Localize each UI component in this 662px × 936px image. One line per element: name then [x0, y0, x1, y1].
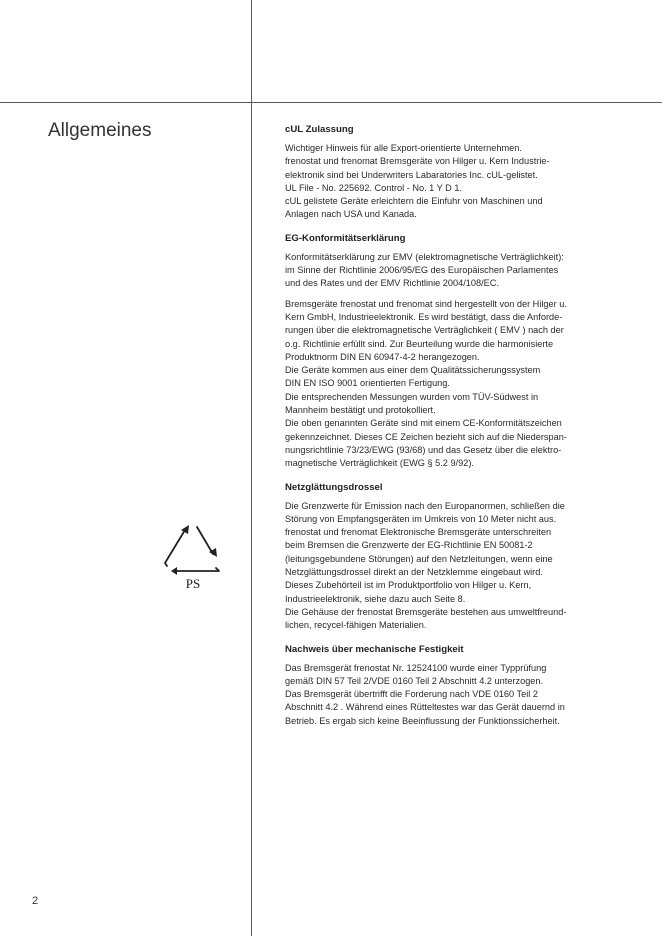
text-line: magnetische Verträglichkeit (EWG § 5.2 9/92). — [285, 458, 474, 469]
text-line: Die Geräte kommen aus einer dem Qualitätssicherungssystem — [285, 365, 541, 376]
text-line: Die Gehäuse der frenostat Bremsgeräte bestehen aus umweltfreund- — [285, 606, 567, 617]
horizontal-rule — [0, 102, 662, 103]
text-line: DIN EN ISO 9001 orientierten Fertigung. — [285, 378, 450, 389]
text-line: Störung von Empfangsgeräten im Umkreis von 10 Meter nicht aus. — [285, 513, 557, 524]
text-line: rungen über die elektromagnetische Verträglichkeit ( EMV ) nach der — [285, 325, 564, 336]
text-line: Dieses Zubehörteil ist im Produktportfolio von Hilger u. Kern, — [285, 580, 532, 591]
text-line: UL File - No. 225692. Control - No. 1 Y D 1. — [285, 182, 463, 193]
paragraph — [285, 298, 585, 471]
text-line: Die oben genannten Geräte sind mit einem CE-Konformitätszeichen — [285, 418, 562, 429]
text-line: Netzglättungsdrossel direkt an der Netzklemme eingebaut wird. — [285, 567, 543, 578]
text-line: Mannheim bestätigt und protokolliert. — [285, 405, 436, 416]
text-line: Anlagen nach USA und Kanada. — [285, 209, 417, 220]
page-number: 2 — [32, 895, 39, 907]
text-line: Das Bremsgerät übertrifft die Forderung nach VDE 0160 Teil 2 — [285, 689, 538, 700]
text-line: gemäß DIN 57 Teil 2/VDE 0160 Teil 2 Abschnitt 4.2 unterzogen. — [285, 675, 544, 686]
recycle-code: PS — [185, 576, 201, 591]
text-line: Wichtiger Hinweis für alle Export-orientierte Unternehmen. — [285, 143, 522, 153]
paragraph — [285, 142, 585, 222]
page-title: Allgemeines — [48, 120, 152, 141]
text-line: o.g. Richtlinie erfüllt sind. Zur Beurteilung wurde die harmonisierte — [285, 338, 554, 349]
vertical-rule — [251, 0, 252, 936]
text-line: Kern GmbH, Industrieelektronik. Es wird bestätigt, dass die Anforde- — [285, 311, 563, 322]
text-line: Bremsgeräte frenostat und frenomat sind hergestellt von der Hilger u. — [285, 298, 567, 309]
text-line: Produktnorm DIN EN 60947-4-2 herangezogen. — [285, 351, 480, 362]
section-title: cUL Zulassung — [285, 124, 354, 135]
text-line: frenostat und frenomat Elektronische Bremsgeräte unterschreiten — [285, 527, 552, 538]
section-mechanische-festigkeit — [285, 643, 585, 728]
text-line: beim Bremsen die Grenzwerte der EG-Richtlinie EN 50081-2 — [285, 540, 533, 551]
text-line: frenostat und frenomat Bremsgeräte von Hilger u. Kern Industrie- — [285, 156, 550, 167]
recycle-icon — [163, 522, 223, 594]
section-cul — [285, 123, 585, 222]
text-line: cUL gelistete Geräte erleichtern die Einfuhr von Maschinen und — [285, 196, 543, 207]
text-line: im Sinne der Richtlinie 2006/95/EG des Europäischen Parlamentes — [285, 265, 559, 276]
text-line: Abschnitt 4.2 . Während eines Rütteltestes war das Gerät dauernd in — [285, 702, 565, 713]
section-netzglaettungsdrossel — [285, 481, 585, 633]
text-line: Die Grenzwerte für Emission nach den Europanormen, schließen die — [285, 500, 565, 511]
text-line: gekennzeichnet. Dieses CE Zeichen bezieht sich auf die Niederspan- — [285, 431, 567, 442]
section-title: EG-Konformitätserklärung — [285, 232, 406, 244]
paragraph — [285, 662, 585, 728]
section-eg-konformitaet — [285, 232, 585, 471]
text-line: Betrieb. Es ergab sich keine Beeinflussung der Funktionssicherheit. — [285, 715, 560, 726]
text-line: elektronik sind bei Underwriters Labaratories Inc. cUL-gelistet. — [285, 169, 538, 180]
text-line: Konformitätserklärung zur EMV (elektromagnetische Verträglichkeit): — [285, 251, 564, 262]
paragraph — [285, 251, 585, 291]
text-line: lichen, recycel-fähigen Materialien. — [285, 620, 427, 631]
content-column — [285, 123, 585, 738]
text-line: Das Bremsgerät frenostat Nr. 12524100 wurde einer Typprüfung — [285, 662, 547, 673]
text-line: Industrieelektronik, siehe dazu auch Seite 8. — [285, 593, 466, 604]
section-title: Netzglättungsdrossel — [285, 481, 383, 493]
text-line: und des Rates und der EMV Richtlinie 2004/108/EC. — [285, 278, 499, 289]
section-title: Nachweis über mechanische Festigkeit — [285, 643, 464, 655]
text-line: nungsrichtlinie 73/23/EWG (93/68) und das Gesetz über die elektro- — [285, 444, 562, 455]
paragraph — [285, 500, 585, 633]
text-line: (leitungsgebundene Störungen) auf den Netzleitungen, wenn eine — [285, 553, 553, 564]
text-line: Die entsprechenden Messungen wurden vom TÜV-Südwest in — [285, 391, 539, 402]
